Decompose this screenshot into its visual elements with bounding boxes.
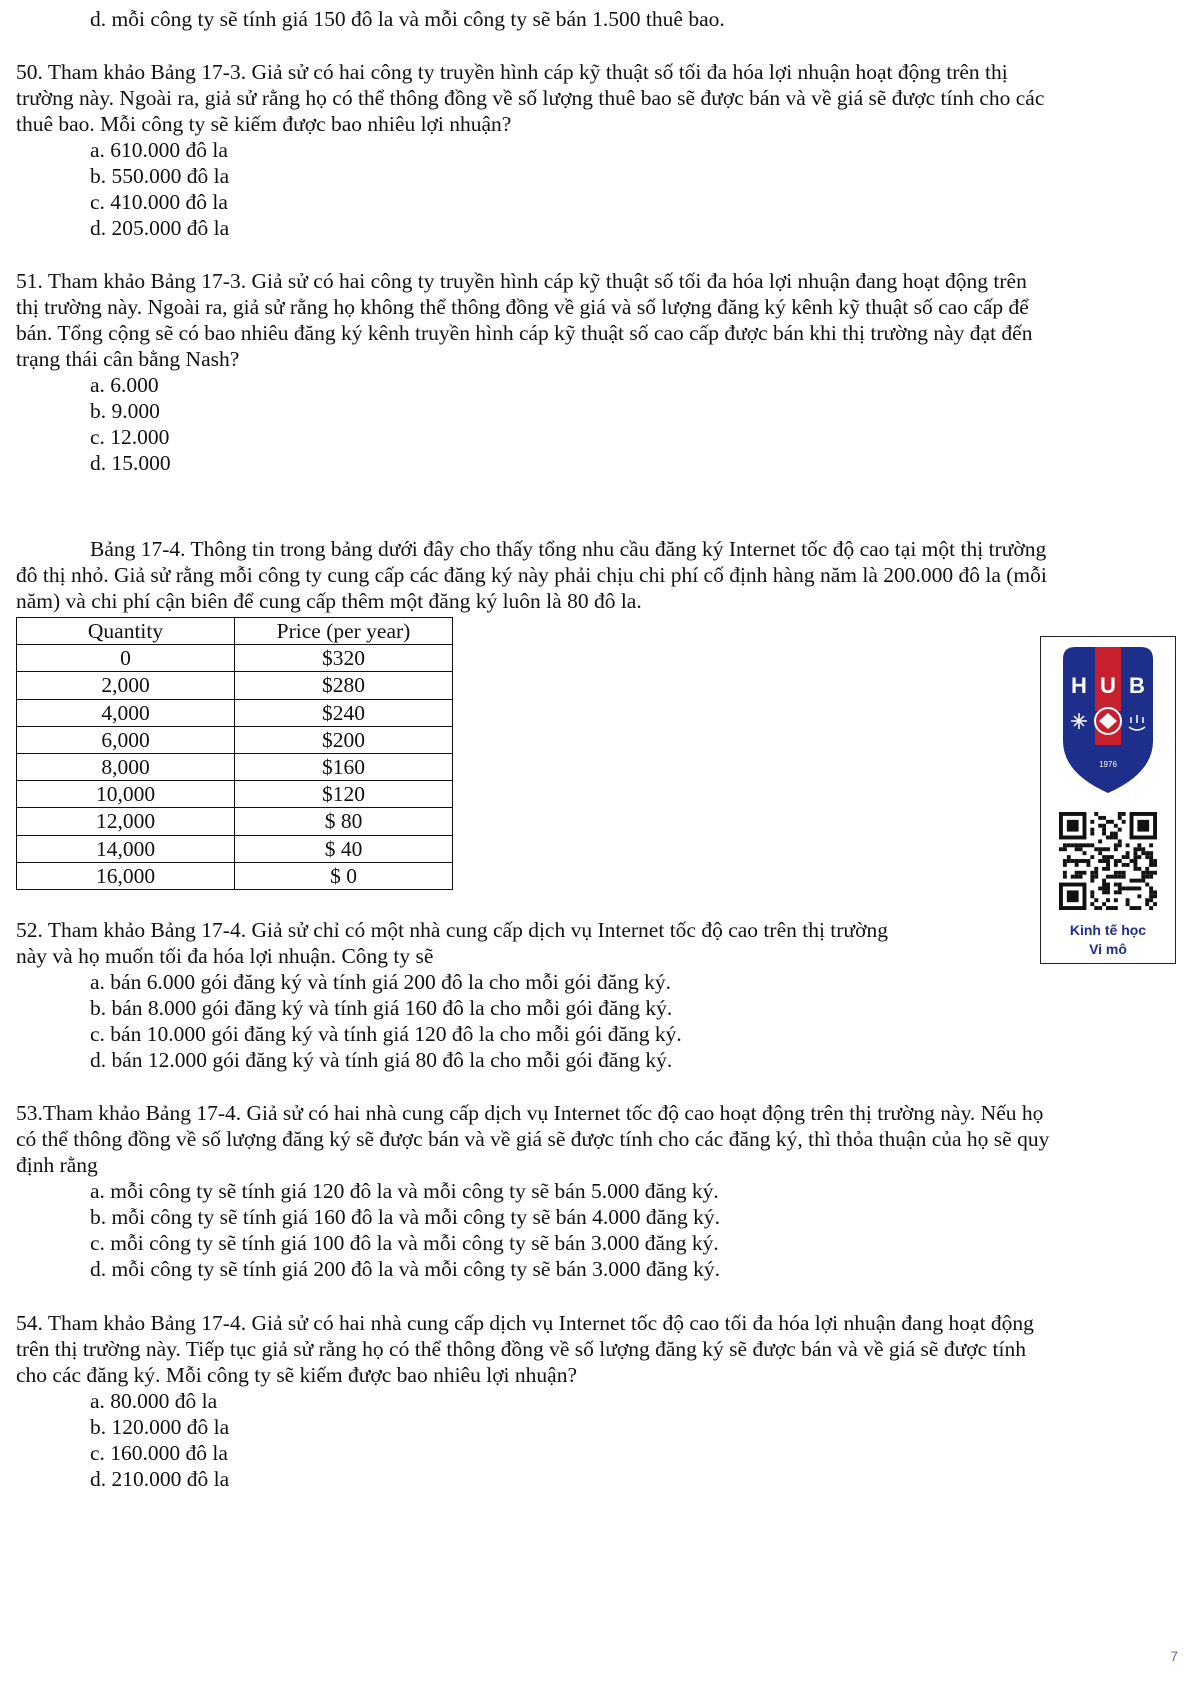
question-text: thuê bao. Mỗi công ty sẽ kiếm được bao nhiêu lợi nhuận? bbox=[16, 112, 512, 136]
option-a: a. mỗi công ty sẽ tính giá 120 đô la và mỗi công ty sẽ bán 5.000 đăng ký. bbox=[90, 1179, 719, 1203]
option-b: b. mỗi công ty sẽ tính giá 160 đô la và mỗi công ty sẽ bán 4.000 đăng ký. bbox=[90, 1205, 720, 1229]
table-header-row bbox=[17, 618, 453, 645]
cell-quantity: 12,000 bbox=[17, 808, 235, 835]
question-text: cho các đăng ký. Mỗi công ty sẽ kiếm được bao nhiêu lợi nhuận? bbox=[16, 1363, 577, 1387]
question-text: 51. Tham khảo Bảng 17-3. Giả sử có hai công ty truyền hình cáp kỹ thuật số tối đa hóa lợi nhuận đang hoạt động trên bbox=[16, 269, 1027, 293]
cell-price: $280 bbox=[235, 672, 453, 699]
hub-logo bbox=[1041, 641, 1175, 801]
option-a: a. 80.000 đô la bbox=[90, 1389, 218, 1413]
option-c: c. mỗi công ty sẽ tính giá 100 đô la và mỗi công ty sẽ bán 3.000 đăng ký. bbox=[90, 1231, 719, 1255]
cell-quantity: 8,000 bbox=[17, 753, 235, 780]
option-a: a. 610.000 đô la bbox=[90, 138, 228, 162]
cell-price: $320 bbox=[235, 645, 453, 672]
table-row bbox=[17, 645, 453, 672]
table-row bbox=[17, 835, 453, 862]
table-row bbox=[17, 699, 453, 726]
cell-price: $ 0 bbox=[235, 862, 453, 889]
logo-year: 1976 bbox=[1099, 760, 1117, 769]
option-d: d. 15.000 bbox=[90, 451, 171, 475]
badge-label-line1: Kinh tế học bbox=[1069, 922, 1147, 938]
cell-quantity: 14,000 bbox=[17, 835, 235, 862]
logo-letter-h: H bbox=[1071, 673, 1087, 698]
cell-quantity: 6,000 bbox=[17, 726, 235, 753]
column-header-quantity: Quantity bbox=[17, 618, 235, 645]
option-b: b. 120.000 đô la bbox=[90, 1415, 230, 1439]
logo-letter-u: U bbox=[1100, 673, 1116, 698]
question-text: bán. Tổng cộng sẽ có bao nhiêu đăng ký kênh truyền hình cáp kỹ thuật số cao cấp được bán khi thị trường này đạt đến bbox=[16, 321, 1033, 345]
page-number: 7 bbox=[1170, 1648, 1178, 1664]
cell-price: $200 bbox=[235, 726, 453, 753]
table-row bbox=[17, 781, 453, 808]
cell-price: $ 40 bbox=[235, 835, 453, 862]
table-row bbox=[17, 753, 453, 780]
cell-quantity: 10,000 bbox=[17, 781, 235, 808]
option-c: c. 160.000 đô la bbox=[90, 1441, 228, 1465]
column-header-price: Price (per year) bbox=[235, 618, 453, 645]
question-text: 50. Tham khảo Bảng 17-3. Giả sử có hai công ty truyền hình cáp kỹ thuật số tối đa hóa lợi nhuận hoạt động trên thị bbox=[16, 60, 1008, 84]
option-b: b. bán 8.000 gói đăng ký và tính giá 160 đô la cho mỗi gói đăng ký. bbox=[90, 996, 673, 1020]
option-d: d. bán 12.000 gói đăng ký và tính giá 80 đô la cho mỗi gói đăng ký. bbox=[90, 1048, 673, 1072]
option-d: d. 205.000 đô la bbox=[90, 216, 230, 240]
q49-option-d: d. mỗi công ty sẽ tính giá 150 đô la và mỗi công ty sẽ bán 1.500 thuê bao. bbox=[90, 7, 725, 31]
cell-price: $120 bbox=[235, 781, 453, 808]
badge-label-line2: Vi mô bbox=[1089, 941, 1127, 957]
cell-price: $ 80 bbox=[235, 808, 453, 835]
intro-text: đô thị nhỏ. Giả sử rằng mỗi công ty cung cấp các đăng ký này phải chịu chi phí cố định hàng năm là 200.000 đô la (mỗi bbox=[16, 563, 1047, 587]
cell-quantity: 2,000 bbox=[17, 672, 235, 699]
table-row bbox=[17, 808, 453, 835]
option-c: c. 410.000 đô la bbox=[90, 190, 228, 214]
option-a: a. bán 6.000 gói đăng ký và tính giá 200 đô la cho mỗi gói đăng ký. bbox=[90, 970, 672, 994]
question-text: 54. Tham khảo Bảng 17-4. Giả sử có hai nhà cung cấp dịch vụ Internet tốc độ cao tối đa hóa lợi nhuận đang hoạt động bbox=[16, 1311, 1034, 1335]
cell-quantity: 0 bbox=[17, 645, 235, 672]
question-text: trên thị trường này. Tiếp tục giả sử rằng họ có thể thông đồng về số lượng đăng ký sẽ được bán và về giá sẽ được tính bbox=[16, 1337, 1026, 1361]
table-row bbox=[17, 862, 453, 889]
option-d: d. mỗi công ty sẽ tính giá 200 đô la và mỗi công ty sẽ bán 3.000 đăng ký. bbox=[90, 1257, 720, 1281]
qr-code-icon bbox=[1059, 812, 1157, 910]
cell-quantity: 16,000 bbox=[17, 862, 235, 889]
hub-badge bbox=[1040, 636, 1176, 964]
question-text: có thể thông đồng về số lượng đăng ký sẽ được bán và về giá sẽ được tính cho các đăng ký, thì thỏa thuận của họ sẽ quy bbox=[16, 1127, 1050, 1151]
cell-price: $160 bbox=[235, 753, 453, 780]
cell-price: $240 bbox=[235, 699, 453, 726]
question-text: 52. Tham khảo Bảng 17-4. Giả sử chỉ có một nhà cung cấp dịch vụ Internet tốc độ cao trên thị trường bbox=[16, 918, 888, 942]
cell-quantity: 4,000 bbox=[17, 699, 235, 726]
intro-text: Bảng 17-4. Thông tin trong bảng dưới đây cho thấy tổng nhu cầu đăng ký Internet tốc độ cao tại một thị trường bbox=[90, 537, 1047, 561]
table-body bbox=[17, 645, 453, 890]
question-text: 53.Tham khảo Bảng 17-4. Giả sử có hai nhà cung cấp dịch vụ Internet tốc độ cao hoạt động trên thị trường này. Nếu họ bbox=[16, 1101, 1044, 1125]
option-d: d. 210.000 đô la bbox=[90, 1467, 230, 1491]
question-text: định rằng bbox=[16, 1153, 98, 1177]
option-a: a. 6.000 bbox=[90, 373, 159, 397]
intro-text: năm) và chi phí cận biên để cung cấp thêm một đăng ký luôn là 80 đô la. bbox=[16, 589, 642, 613]
option-c: c. 12.000 bbox=[90, 425, 170, 449]
demand-table bbox=[16, 617, 453, 890]
logo-letter-b: B bbox=[1129, 673, 1145, 698]
table-row bbox=[17, 672, 453, 699]
question-text: trường này. Ngoài ra, giả sử rằng họ có thể thông đồng về số lượng thuê bao sẽ được bán và về giá sẽ được tính cho các bbox=[16, 86, 1045, 110]
question-text: này và họ muốn tối đa hóa lợi nhuận. Công ty sẽ bbox=[16, 944, 434, 968]
option-b: b. 9.000 bbox=[90, 399, 160, 423]
question-text: thị trường này. Ngoài ra, giả sử rằng họ không thể thông đồng về giá và số lượng đăng ký kênh kỹ thuật số cao cấp để bbox=[16, 295, 1029, 319]
option-c: c. bán 10.000 gói đăng ký và tính giá 120 đô la cho mỗi gói đăng ký. bbox=[90, 1022, 682, 1046]
question-text: trạng thái cân bằng Nash? bbox=[16, 347, 240, 371]
option-b: b. 550.000 đô la bbox=[90, 164, 230, 188]
table-row bbox=[17, 726, 453, 753]
